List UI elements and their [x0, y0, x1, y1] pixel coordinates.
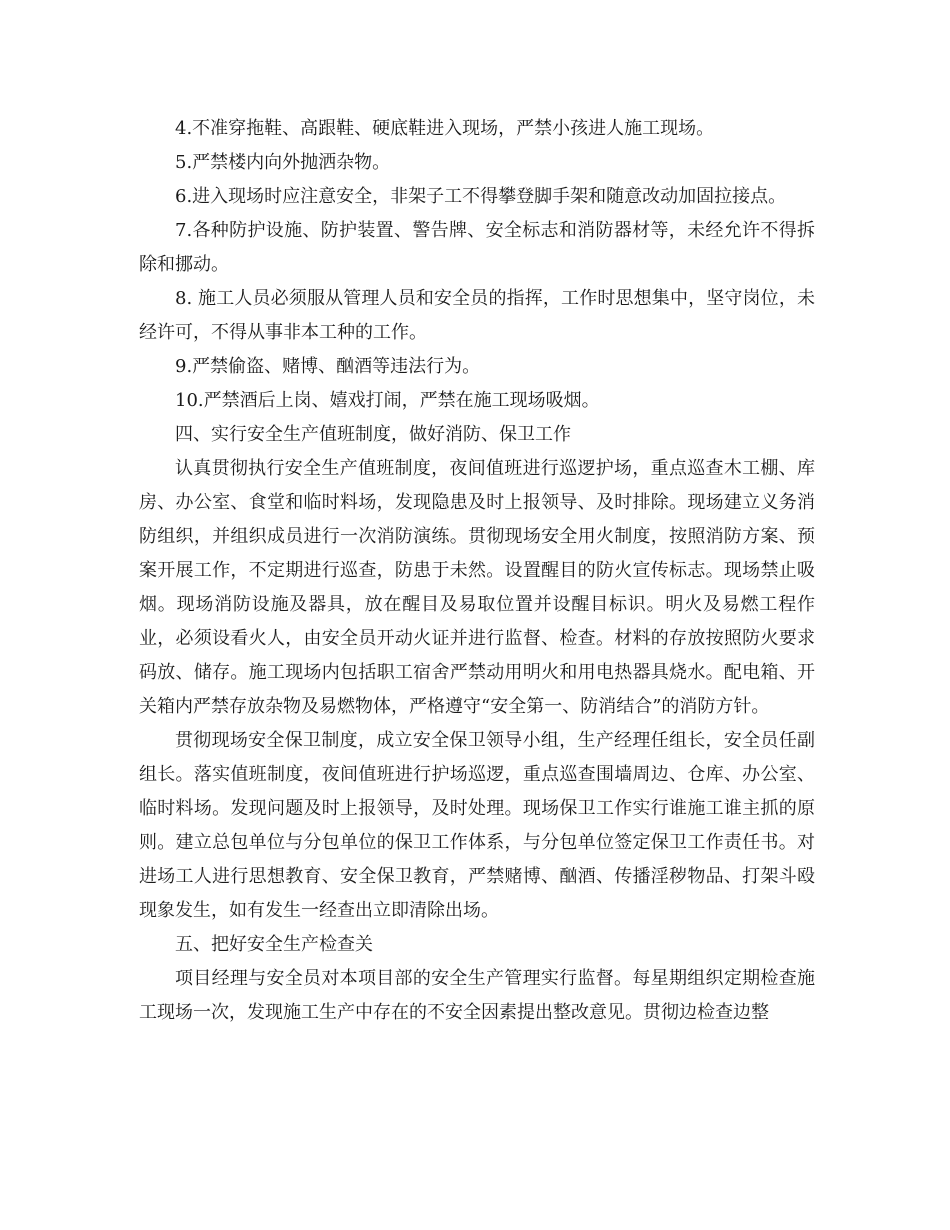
fire-safety-paragraph: 认真贯彻执行安全生产值班制度，夜间值班进行巡逻护场，重点巡查木工棚、库房、办公室、食堂和临时料场，发现隐患及时上报领导、及时排除。现场建立义务消防组织，并组织成员进行一次消防演练。贯彻现场安全用火制度，按照消防方案、预案开展工作，不定期进行巡查，防患于未然。设置醒目的防火宣传标志。现场禁止吸烟。现场消防设施及器具，放在醒目及易取位置并设醒目标识。明火及易燃工程作业，必须设看火人，由安全员开动火证并进行监督、检查。材料的存放按照防火要求码放、储存。施工现场内包括职工宿舍严禁动用明火和用电热器具烧水。配电箱、开关箱内严禁存放杂物及易燃物体，严格遵守“安全第一、防消结合”的消防方针。 [139, 458, 815, 717]
inspection-paragraph: 项目经理与安全员对本项目部的安全生产管理实行监督。每星期组织定期检查施工现场一次，发现施工生产中存在的不安全因素提出整改意见。贯彻边检查边整 [139, 968, 815, 1023]
rule-item-8: 8. 施工人员必须服从管理人员和安全员的指挥，工作时思想集中，坚守岗位，未经许可，不得从事非本工种的工作。 [139, 288, 815, 343]
section-heading-4: 四、实行安全生产值班制度，做好消防、保卫工作 [175, 424, 571, 445]
rule-item-7: 7.各种防护设施、防护装置、警告牌、安全标志和消防器材等，未经允许不得拆除和挪动。 [139, 220, 815, 275]
rule-item-9: 9.严禁偷盗、赌博、酗酒等违法行为。 [175, 356, 481, 377]
rule-item-10: 10.严禁酒后上岗、嬉戏打闹，严禁在施工现场吸烟。 [175, 390, 600, 411]
rule-item-5: 5.严禁楼内向外抛洒杂物。 [175, 152, 391, 173]
section-heading-5: 五、把好安全生产检查关 [175, 934, 373, 955]
document-body [139, 112, 815, 1030]
rule-item-6: 6.进入现场时应注意安全，非架子工不得攀登脚手架和随意改动加固拉接点。 [175, 186, 787, 207]
security-paragraph: 贯彻现场安全保卫制度，成立安全保卫领导小组，生产经理任组长，安全员任副组长。落实值班制度，夜间值班进行护场巡逻，重点巡查围墙周边、仓库、办公室、临时料场。发现问题及时上报领导，及时处理。现场保卫工作实行谁施工谁主抓的原则。建立总包单位与分包单位的保卫工作体系，与分包单位签定保卫工作责任书。对进场工人进行思想教育、安全保卫教育，严禁赌博、酗酒、传播淫秽物品、打架斗殴现象发生，如有发生一经查出立即清除出场。 [139, 730, 815, 921]
rule-item-4: 4.不准穿拖鞋、高跟鞋、硬底鞋进入现场，严禁小孩进人施工现场。 [175, 118, 715, 139]
